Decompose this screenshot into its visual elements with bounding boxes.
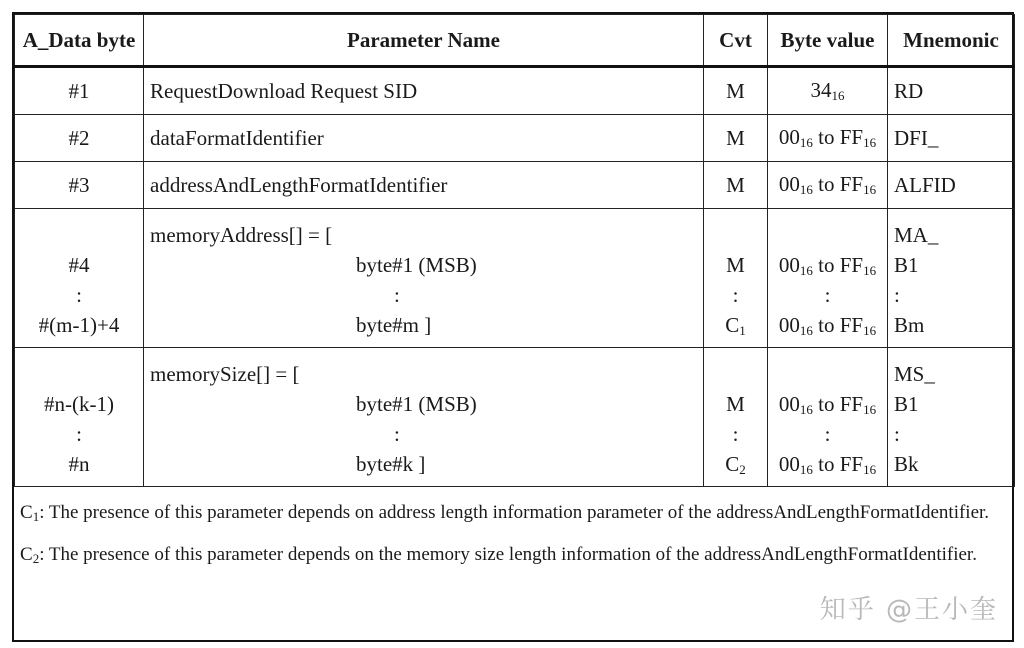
byte-top: #4 [68, 253, 90, 277]
cell-param: RequestDownload Request SID [144, 67, 704, 115]
cell-byte [15, 348, 144, 487]
byte-mid: : [76, 422, 82, 446]
cell-cvt: M [704, 162, 768, 209]
document-sheet [12, 12, 1014, 642]
cell-cvt: M [704, 67, 768, 115]
cell-value [768, 115, 888, 162]
cell-value [768, 209, 888, 348]
footnote-c2-sub: 2 [32, 551, 40, 566]
value-top-a: 00 [778, 253, 800, 277]
value-top-sub: 16 [799, 263, 813, 278]
value-a-sub: 16 [799, 135, 813, 150]
value-a-sub: 16 [799, 182, 813, 197]
value-top-sub2: 16 [863, 402, 877, 417]
value-top-sub2: 16 [863, 263, 877, 278]
table-header-row [15, 15, 1015, 67]
table-row [15, 115, 1015, 162]
parameter-table [14, 14, 1015, 487]
footnote-c2-label: C [20, 544, 33, 565]
cvt-bot-sub: 1 [739, 323, 746, 338]
param-head: memoryAddress[] = [ [150, 223, 333, 247]
cell-value [768, 348, 888, 487]
param-byte-last: byte#m ] [356, 313, 432, 337]
header-data-byte: A_Data byte [15, 15, 144, 67]
value-to: to FF [812, 172, 864, 196]
cell-byte [15, 209, 144, 348]
cell-param [144, 348, 704, 487]
mnemonic-3: : [894, 283, 900, 307]
cell-value [768, 67, 888, 115]
value-b-sub: 16 [863, 182, 877, 197]
cvt-top: M [726, 253, 745, 277]
header-cvt: Cvt [704, 15, 768, 67]
value-top-to: to FF [812, 253, 864, 277]
value-top-to: to FF [812, 392, 864, 416]
value-bot [774, 313, 881, 339]
value-bot [774, 452, 881, 478]
value-bot-sub2: 16 [863, 323, 877, 338]
mnemonic-4: Bk [894, 452, 919, 476]
cell-mnemonic [888, 348, 1015, 487]
byte-bot: #(m-1)+4 [38, 313, 120, 337]
param-byte1: byte#1 (MSB) [356, 392, 477, 416]
value-to: to FF [812, 125, 864, 149]
cell-mnemonic [888, 209, 1015, 348]
param-dots: : [394, 283, 400, 307]
cvt-bot [710, 313, 761, 339]
value-bot-a: 00 [778, 452, 800, 476]
footnote-c1-sub: 1 [32, 509, 40, 524]
cell-byte: #2 [15, 115, 144, 162]
value-sub: 16 [831, 88, 845, 103]
mnemonic-1: MS_ [894, 362, 935, 386]
value-a: 00 [778, 125, 800, 149]
mnemonic-2: B1 [894, 253, 919, 277]
cvt-bot-sub: 2 [739, 462, 746, 477]
value-bot-to: to FF [812, 452, 864, 476]
footnote-c1 [20, 499, 1006, 531]
header-byte-value: Byte value [768, 15, 888, 67]
value-top-sub: 16 [799, 402, 813, 417]
value-a: 00 [778, 172, 800, 196]
param-byte-last: byte#k ] [356, 452, 426, 476]
footnote-c2 [20, 541, 1006, 573]
mnemonic-1: MA_ [894, 223, 939, 247]
value-top [774, 392, 881, 418]
mnemonic-3: : [894, 422, 900, 446]
value-bot-a: 00 [778, 313, 800, 337]
footnote-c1-text: : The presence of this parameter depends on address length information parameter of the addressAndLengthFormatIdentifier. [39, 502, 990, 523]
table-row-memory-address [15, 209, 1015, 348]
value-bot-sub: 16 [799, 462, 813, 477]
value-mid: : [824, 283, 831, 307]
cell-cvt: M [704, 115, 768, 162]
value-mid: : [824, 422, 831, 446]
cvt-bot-main: C [725, 452, 740, 476]
cell-byte: #3 [15, 162, 144, 209]
param-byte1: byte#1 (MSB) [356, 253, 477, 277]
value-b-sub: 16 [863, 135, 877, 150]
cell-mnemonic: ALFID [888, 162, 1015, 209]
cvt-bot-main: C [725, 313, 740, 337]
mnemonic-2: B1 [894, 392, 919, 416]
byte-top: #n-(k-1) [44, 392, 114, 416]
table-row [15, 162, 1015, 209]
cell-mnemonic: DFI_ [888, 115, 1015, 162]
mnemonic-4: Bm [894, 313, 925, 337]
footnotes [14, 487, 1012, 573]
table-row-memory-size [15, 348, 1015, 487]
footnote-c2-text: : The presence of this parameter depends on the memory size length information of the addressAndLengthFormatIdentifier. [39, 544, 977, 565]
cvt-bot [710, 452, 761, 478]
value-top [774, 253, 881, 279]
value-bot-sub: 16 [799, 323, 813, 338]
header-parameter-name: Parameter Name [144, 15, 704, 67]
watermark: 知乎 @王小奎 [819, 595, 998, 625]
cell-param [144, 209, 704, 348]
table-row [15, 67, 1015, 115]
cvt-mid: : [732, 283, 739, 307]
cvt-mid: : [732, 422, 739, 446]
cell-cvt [704, 209, 768, 348]
value-bot-to: to FF [812, 313, 864, 337]
cell-param: dataFormatIdentifier [144, 115, 704, 162]
header-mnemonic: Mnemonic [888, 15, 1015, 67]
cvt-top: M [726, 392, 745, 416]
value-top-a: 00 [778, 392, 800, 416]
param-dots: : [394, 422, 400, 446]
cell-cvt [704, 348, 768, 487]
cell-mnemonic: RD [888, 67, 1015, 115]
cell-value [768, 162, 888, 209]
footnote-c1-label: C [20, 502, 33, 523]
param-head: memorySize[] = [ [150, 362, 300, 386]
byte-mid: : [76, 283, 82, 307]
cell-byte: #1 [15, 67, 144, 115]
value-main: 34 [810, 78, 832, 102]
cell-param: addressAndLengthFormatIdentifier [144, 162, 704, 209]
byte-bot: #n [68, 452, 90, 476]
value-bot-sub2: 16 [863, 462, 877, 477]
